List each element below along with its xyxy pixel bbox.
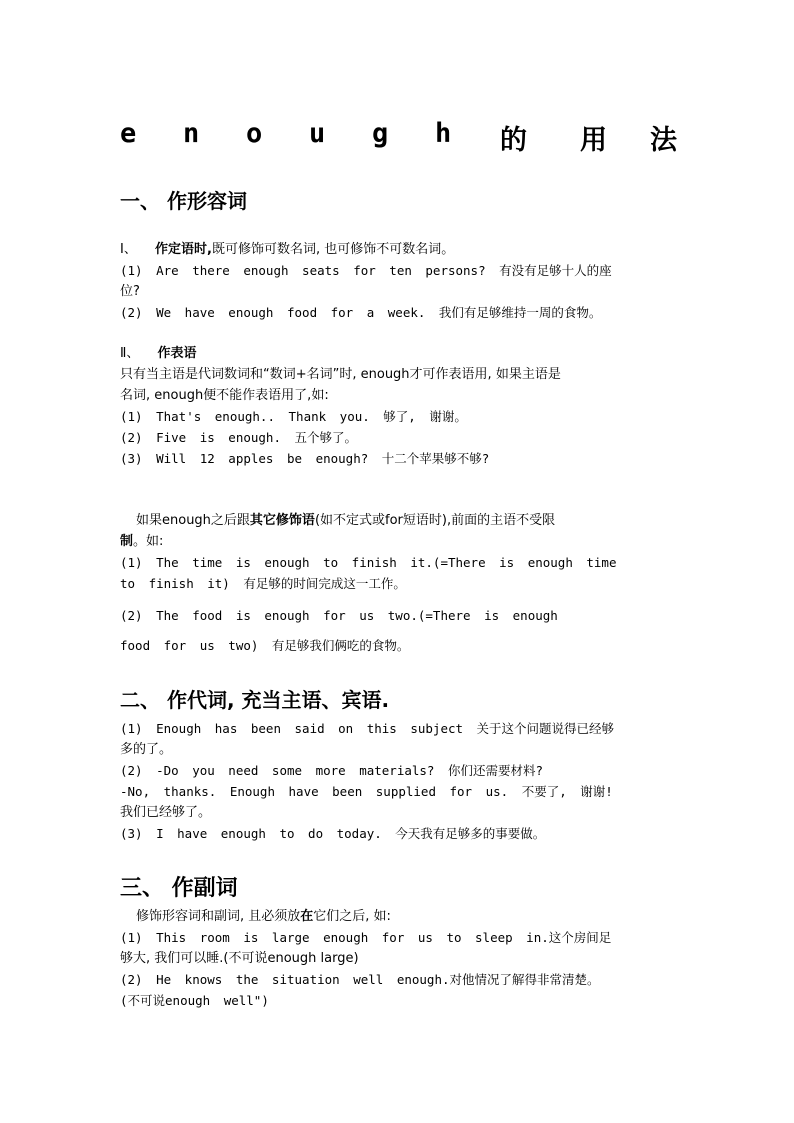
- note-text: 。如:: [133, 534, 164, 549]
- section-heading-2: 二、 作代词, 充当主语、宾语.: [120, 688, 390, 712]
- title-char: u: [309, 118, 326, 149]
- document-title: [120, 118, 680, 158]
- example-line: (3) I have enough to do today. 今天我有足够多的事要做。: [120, 826, 546, 841]
- example-line: (3) Will 12 apples be enough? 十二个苹果够不够?: [120, 451, 490, 466]
- paragraph-line: [136, 511, 555, 531]
- example-line: -No, thanks. Enough have been supplied for us. 不要了, 谢谢!: [120, 784, 613, 799]
- section-heading-1: 一、 作形容词: [120, 189, 247, 213]
- example-line: (2) He knows the situation well enough.对他情况了解得非常清楚。: [120, 972, 600, 987]
- example-line: 够大, 我们可以睡.(不可说enough large): [120, 951, 359, 966]
- example-line: (1) That's enough.. Thank you. 够了, 谢谢。: [120, 409, 467, 424]
- intro-bold: 在: [300, 909, 314, 924]
- example-line: 我们已经够了。: [120, 805, 212, 820]
- example-line: 位?: [120, 284, 140, 299]
- title-char: n: [183, 118, 200, 149]
- paragraph-line: [120, 532, 163, 552]
- title-char: 的: [500, 125, 527, 156]
- example-line: (1) Are there enough seats for ten persons? 有没有足够十人的座: [120, 263, 612, 278]
- example-line: (不可说enough well"): [120, 993, 269, 1008]
- sub-marker: Ⅱ、: [120, 346, 140, 361]
- paragraph-line: 只有当主语是代词数词和“数词+名词”时, enough才可作表语用, 如果主语是: [120, 367, 561, 382]
- section-heading-3: 三、 作副词: [120, 876, 238, 901]
- example-line: (2) -Do you need some more materials? 你们还需要材料?: [120, 763, 544, 778]
- title-char: o: [246, 118, 263, 149]
- example-line: (2) The food is enough for us two.(=There is enough: [120, 608, 558, 623]
- note-text: 如果enough之后跟: [136, 513, 250, 528]
- example-line: (1) The time is enough to finish it.(=There is enough time: [120, 555, 617, 570]
- sub-marker: Ⅰ、: [120, 242, 137, 257]
- subheading-1: [120, 240, 454, 260]
- title-char: g: [372, 118, 389, 149]
- sub-bold: 作表语: [157, 346, 197, 361]
- title-char: 用: [580, 125, 607, 156]
- example-line: (1) This room is large enough for us to sleep in.这个房间足: [120, 930, 612, 945]
- paragraph-line: 名词, enough便不能作表语用了,如:: [120, 388, 329, 403]
- intro-text: 修饰形容词和副词, 且必须放: [136, 909, 301, 924]
- note-text: (如不定式或for短语时),前面的主语不受限: [314, 513, 556, 528]
- title-char: e: [120, 118, 137, 149]
- example-line: (1) Enough has been said on this subject 关于这个问题说得已经够: [120, 721, 615, 736]
- note-bold: 制: [120, 534, 134, 549]
- title-char: h: [435, 118, 452, 149]
- example-line: (2) Five is enough. 五个够了。: [120, 430, 358, 445]
- intro-text: 它们之后, 如:: [313, 909, 391, 924]
- sub-rest: 既可修饰可数名词, 也可修饰不可数名词。: [211, 242, 455, 257]
- example-line: to finish it) 有足够的时间完成这一工作。: [120, 576, 406, 591]
- example-line: 多的了。: [120, 742, 173, 757]
- example-line: food for us two) 有足够我们俩吃的食物。: [120, 638, 410, 653]
- sub-bold: 作定语时,: [154, 242, 212, 257]
- paragraph-line: [136, 907, 391, 927]
- note-bold: 其它修饰语: [249, 513, 315, 528]
- subheading-2: [120, 344, 197, 364]
- title-char: 法: [650, 125, 677, 156]
- example-line: (2) We have enough food for a week. 我们有足够维持一周的食物。: [120, 305, 602, 320]
